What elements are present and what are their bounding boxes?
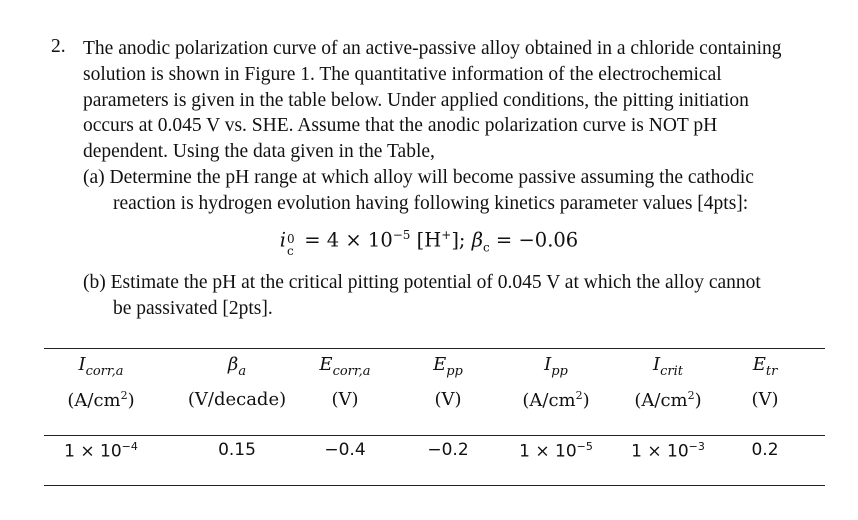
- column-unit: [41, 389, 161, 411]
- unit-text: (A/cm: [634, 390, 688, 411]
- column-value: [496, 440, 616, 462]
- value-exponent: −5: [576, 440, 593, 453]
- symbol-base: E: [752, 354, 766, 375]
- intro-line: solution is shown in Figure 1. The quantitative information of the electrochemical: [83, 63, 722, 85]
- symbol-base: I: [544, 354, 552, 375]
- unit-close: ): [694, 390, 702, 411]
- column-unit: [177, 389, 297, 410]
- eq-bracket-close: ];: [451, 228, 472, 252]
- eq-exp: −5: [392, 228, 411, 242]
- value-coefficient: 1 × 10: [519, 441, 577, 462]
- unit-text: (V): [434, 389, 462, 410]
- column-value: [285, 440, 405, 460]
- part-b-line-1: (b) Estimate the pH at the critical pitting potential of 0.045 V at which the alloy cannot: [83, 272, 761, 293]
- intro-line: The anodic polarization curve of an active-passive alloy obtained in a chloride containing: [83, 38, 782, 59]
- part-a-line-2: reaction is hydrogen evolution having following kinetics parameter values [4pts]:: [113, 192, 749, 214]
- part-a-line-1: (a) Determine the pH range at which alloy will become passive assuming the cathodic: [83, 167, 754, 188]
- value-coefficient: 1 × 10: [631, 441, 689, 462]
- column-value: [41, 440, 161, 462]
- column-symbol: [496, 354, 616, 379]
- unit-text: (A/cm: [522, 390, 576, 411]
- intro-line: dependent. Using the data given in the Table,: [83, 141, 435, 163]
- value-text: −0.4: [324, 440, 366, 460]
- unit-text: (V): [331, 389, 359, 410]
- column-unit: [388, 389, 508, 410]
- value-text: 0.2: [751, 440, 779, 460]
- value-coefficient: 1 × 10: [64, 441, 122, 462]
- column-symbol: [177, 354, 297, 379]
- unit-close: ): [127, 390, 135, 411]
- eq-beta-sub: c: [482, 240, 490, 255]
- column-value: [388, 440, 508, 460]
- value-exponent: −4: [121, 440, 138, 453]
- column-value: [177, 440, 297, 460]
- symbol-base: E: [433, 354, 447, 375]
- column-unit: [285, 389, 405, 410]
- unit-exponent: 2: [120, 389, 128, 402]
- table-header-rule: [44, 435, 825, 436]
- eq-rhs: = −0.06: [489, 228, 579, 252]
- column-value: [705, 440, 825, 460]
- value-text: 0.15: [218, 440, 256, 460]
- symbol-base: I: [652, 354, 661, 375]
- symbol-base: β: [227, 354, 239, 375]
- column-unit: [705, 389, 825, 410]
- symbol-subscript: pp: [446, 364, 463, 379]
- intro-line: parameters is given in the table below. Under applied conditions, the pitting initiation: [83, 89, 749, 111]
- symbol-subscript: pp: [551, 364, 568, 379]
- question-intro: [83, 36, 828, 165]
- table-top-rule: [44, 348, 825, 349]
- column-symbol: [705, 354, 825, 379]
- unit-close: ): [582, 390, 590, 411]
- eq-coef: = 4 × 10: [298, 228, 393, 252]
- column-symbol: [41, 354, 161, 379]
- value-text: −0.2: [427, 440, 469, 460]
- table-bottom-rule: [44, 485, 825, 486]
- eq-plus: +: [441, 228, 452, 242]
- symbol-base: I: [78, 354, 86, 375]
- value-exponent: −3: [688, 440, 705, 453]
- eq-sup: 0: [287, 231, 295, 246]
- symbol-subscript: corr,a: [332, 364, 371, 379]
- column-unit: [496, 389, 616, 411]
- unit-exponent: 2: [575, 389, 583, 402]
- kinetics-equation: [0, 228, 858, 258]
- eq-i: i: [279, 228, 287, 252]
- column-symbol: [388, 354, 508, 379]
- eq-beta: β: [471, 228, 483, 252]
- eq-bracket: [H: [410, 228, 442, 252]
- symbol-subscript: corr,a: [85, 364, 124, 379]
- symbol-subscript: crit: [660, 364, 683, 379]
- part-a: [83, 165, 828, 217]
- symbol-subscript: tr: [765, 364, 778, 379]
- unit-text: (V/decade): [187, 389, 287, 410]
- unit-text: (A/cm: [67, 390, 121, 411]
- intro-line: occurs at 0.045 V vs. SHE. Assume that the anodic polarization curve is NOT pH: [83, 115, 718, 137]
- unit-exponent: 2: [687, 389, 695, 402]
- part-b: [83, 270, 828, 322]
- unit-text: (V): [751, 389, 779, 410]
- part-b-line-2: be passivated [2pts].: [113, 297, 273, 319]
- column-symbol: [285, 354, 405, 379]
- question-number: 2.: [51, 36, 66, 57]
- symbol-subscript: a: [238, 364, 247, 379]
- eq-sub: c: [287, 243, 294, 258]
- symbol-base: E: [319, 354, 333, 375]
